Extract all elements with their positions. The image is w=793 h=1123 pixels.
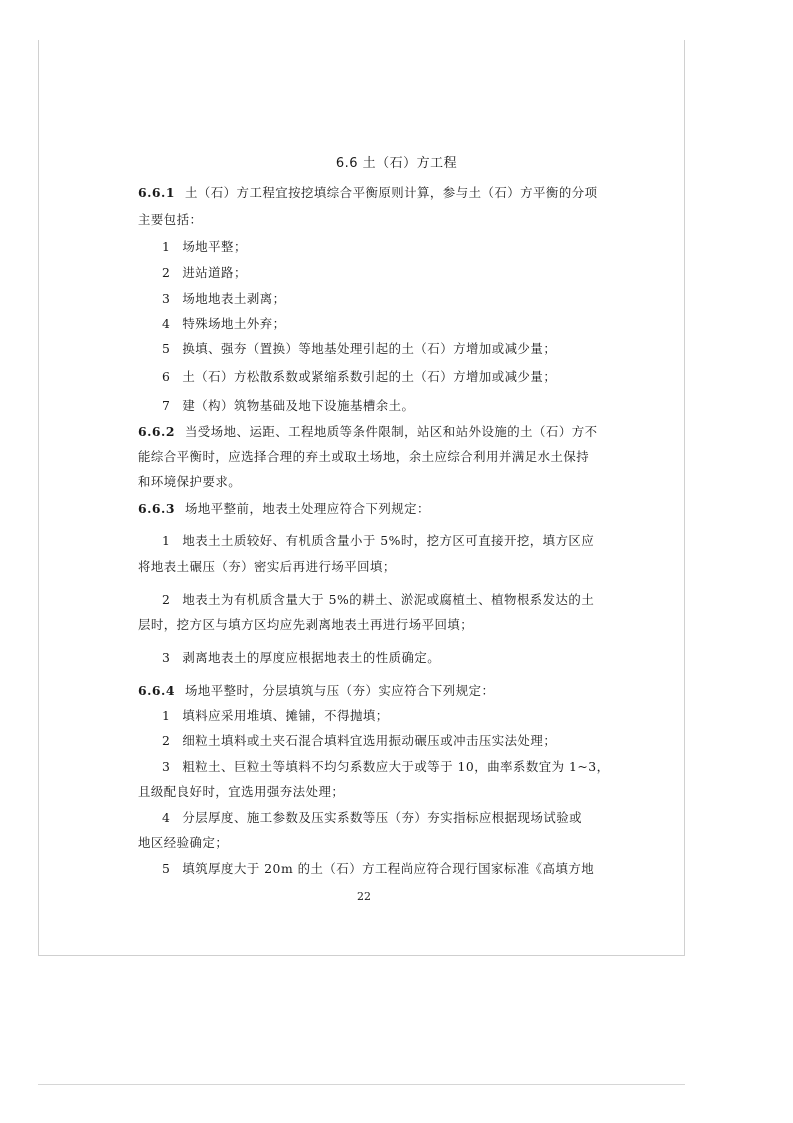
list-item: 2 地表土为有机质含量大于 5%的耕土、淤泥或腐植土、植物根系发达的土 <box>162 592 595 607</box>
list-item: 3 场地地表土剥离； <box>162 291 286 306</box>
clause-text: 场地平整时，分层填筑与压（夯）实应符合下列规定： <box>185 683 495 698</box>
clause-6-6-4 <box>138 681 494 699</box>
clause-6-6-2 <box>138 422 598 440</box>
list-item: 1 填料应采用堆填、摊铺，不得抛填； <box>162 708 389 723</box>
list-item-continued: 将地表土碾压（夯）密实后再进行场平回填； <box>138 559 396 574</box>
section-title: 6.6 土（石）方工程 <box>335 156 458 171</box>
lower-divider <box>38 1084 685 1085</box>
list-item: 5 填筑厚度大于 20m 的土（石）方工程尚应符合现行国家标准《高填方地 <box>162 861 595 876</box>
clause-number: 6.6.2 <box>138 424 175 439</box>
list-item: 6 土（石）方松散系数或紧缩系数引起的土（石）方增加或减少量； <box>162 369 557 384</box>
list-item: 4 特殊场地土外弃； <box>162 316 286 331</box>
clause-text-continued: 和环境保护要求。 <box>138 474 242 489</box>
clause-text: 土（石）方工程宜按挖填综合平衡原则计算，参与土（石）方平衡的分项 <box>185 185 598 200</box>
page-border-bottom <box>38 955 685 956</box>
list-item: 3 粗粒土、巨粒土等填料不均匀系数应大于或等于 10，曲率系数宜为 1~3， <box>162 759 610 774</box>
list-item: 3 剥离地表土的厚度应根据地表土的性质确定。 <box>162 650 441 665</box>
clause-text-continued: 主要包括： <box>138 212 203 227</box>
list-item: 7 建（构）筑物基础及地下设施基槽余土。 <box>162 398 415 413</box>
list-item: 2 细粒土填料或土夹石混合填料宜选用振动碾压或冲击压实法处理； <box>162 733 557 748</box>
list-item: 2 进站道路； <box>162 265 247 280</box>
list-item-continued: 层时，挖方区与填方区均应先剥离地表土再进行场平回填； <box>138 617 474 632</box>
list-item: 5 换填、强夯（置换）等地基处理引起的土（石）方增加或减少量； <box>162 341 557 356</box>
clause-text-continued: 能综合平衡时，应选择合理的弃土或取土场地，余土应综合利用并满足水土保持 <box>138 449 590 464</box>
list-item-continued: 且级配良好时，宜选用强夯法处理； <box>138 784 345 799</box>
page-border-left <box>38 40 39 955</box>
list-item: 1 场地平整； <box>162 239 247 254</box>
clause-6-6-3 <box>138 499 430 517</box>
clause-text: 当受场地、运距、工程地质等条件限制，站区和站外设施的土（石）方不 <box>185 424 598 439</box>
clause-number: 6.6.3 <box>138 501 175 516</box>
page-border-right <box>684 40 685 955</box>
clause-text: 场地平整前，地表土处理应符合下列规定： <box>185 501 430 516</box>
clause-number: 6.6.4 <box>138 683 175 698</box>
clause-6-6-1 <box>138 183 598 201</box>
clause-number: 6.6.1 <box>138 185 175 200</box>
page-number: 22 <box>357 890 371 903</box>
list-item: 1 地表土土质较好、有机质含量小于 5%时，挖方区可直接开挖，填方区应 <box>162 533 595 548</box>
list-item-continued: 地区经验确定； <box>138 835 229 850</box>
list-item: 4 分层厚度、施工参数及压实系数等压（夯）夯实指标应根据现场试验或 <box>162 810 582 825</box>
